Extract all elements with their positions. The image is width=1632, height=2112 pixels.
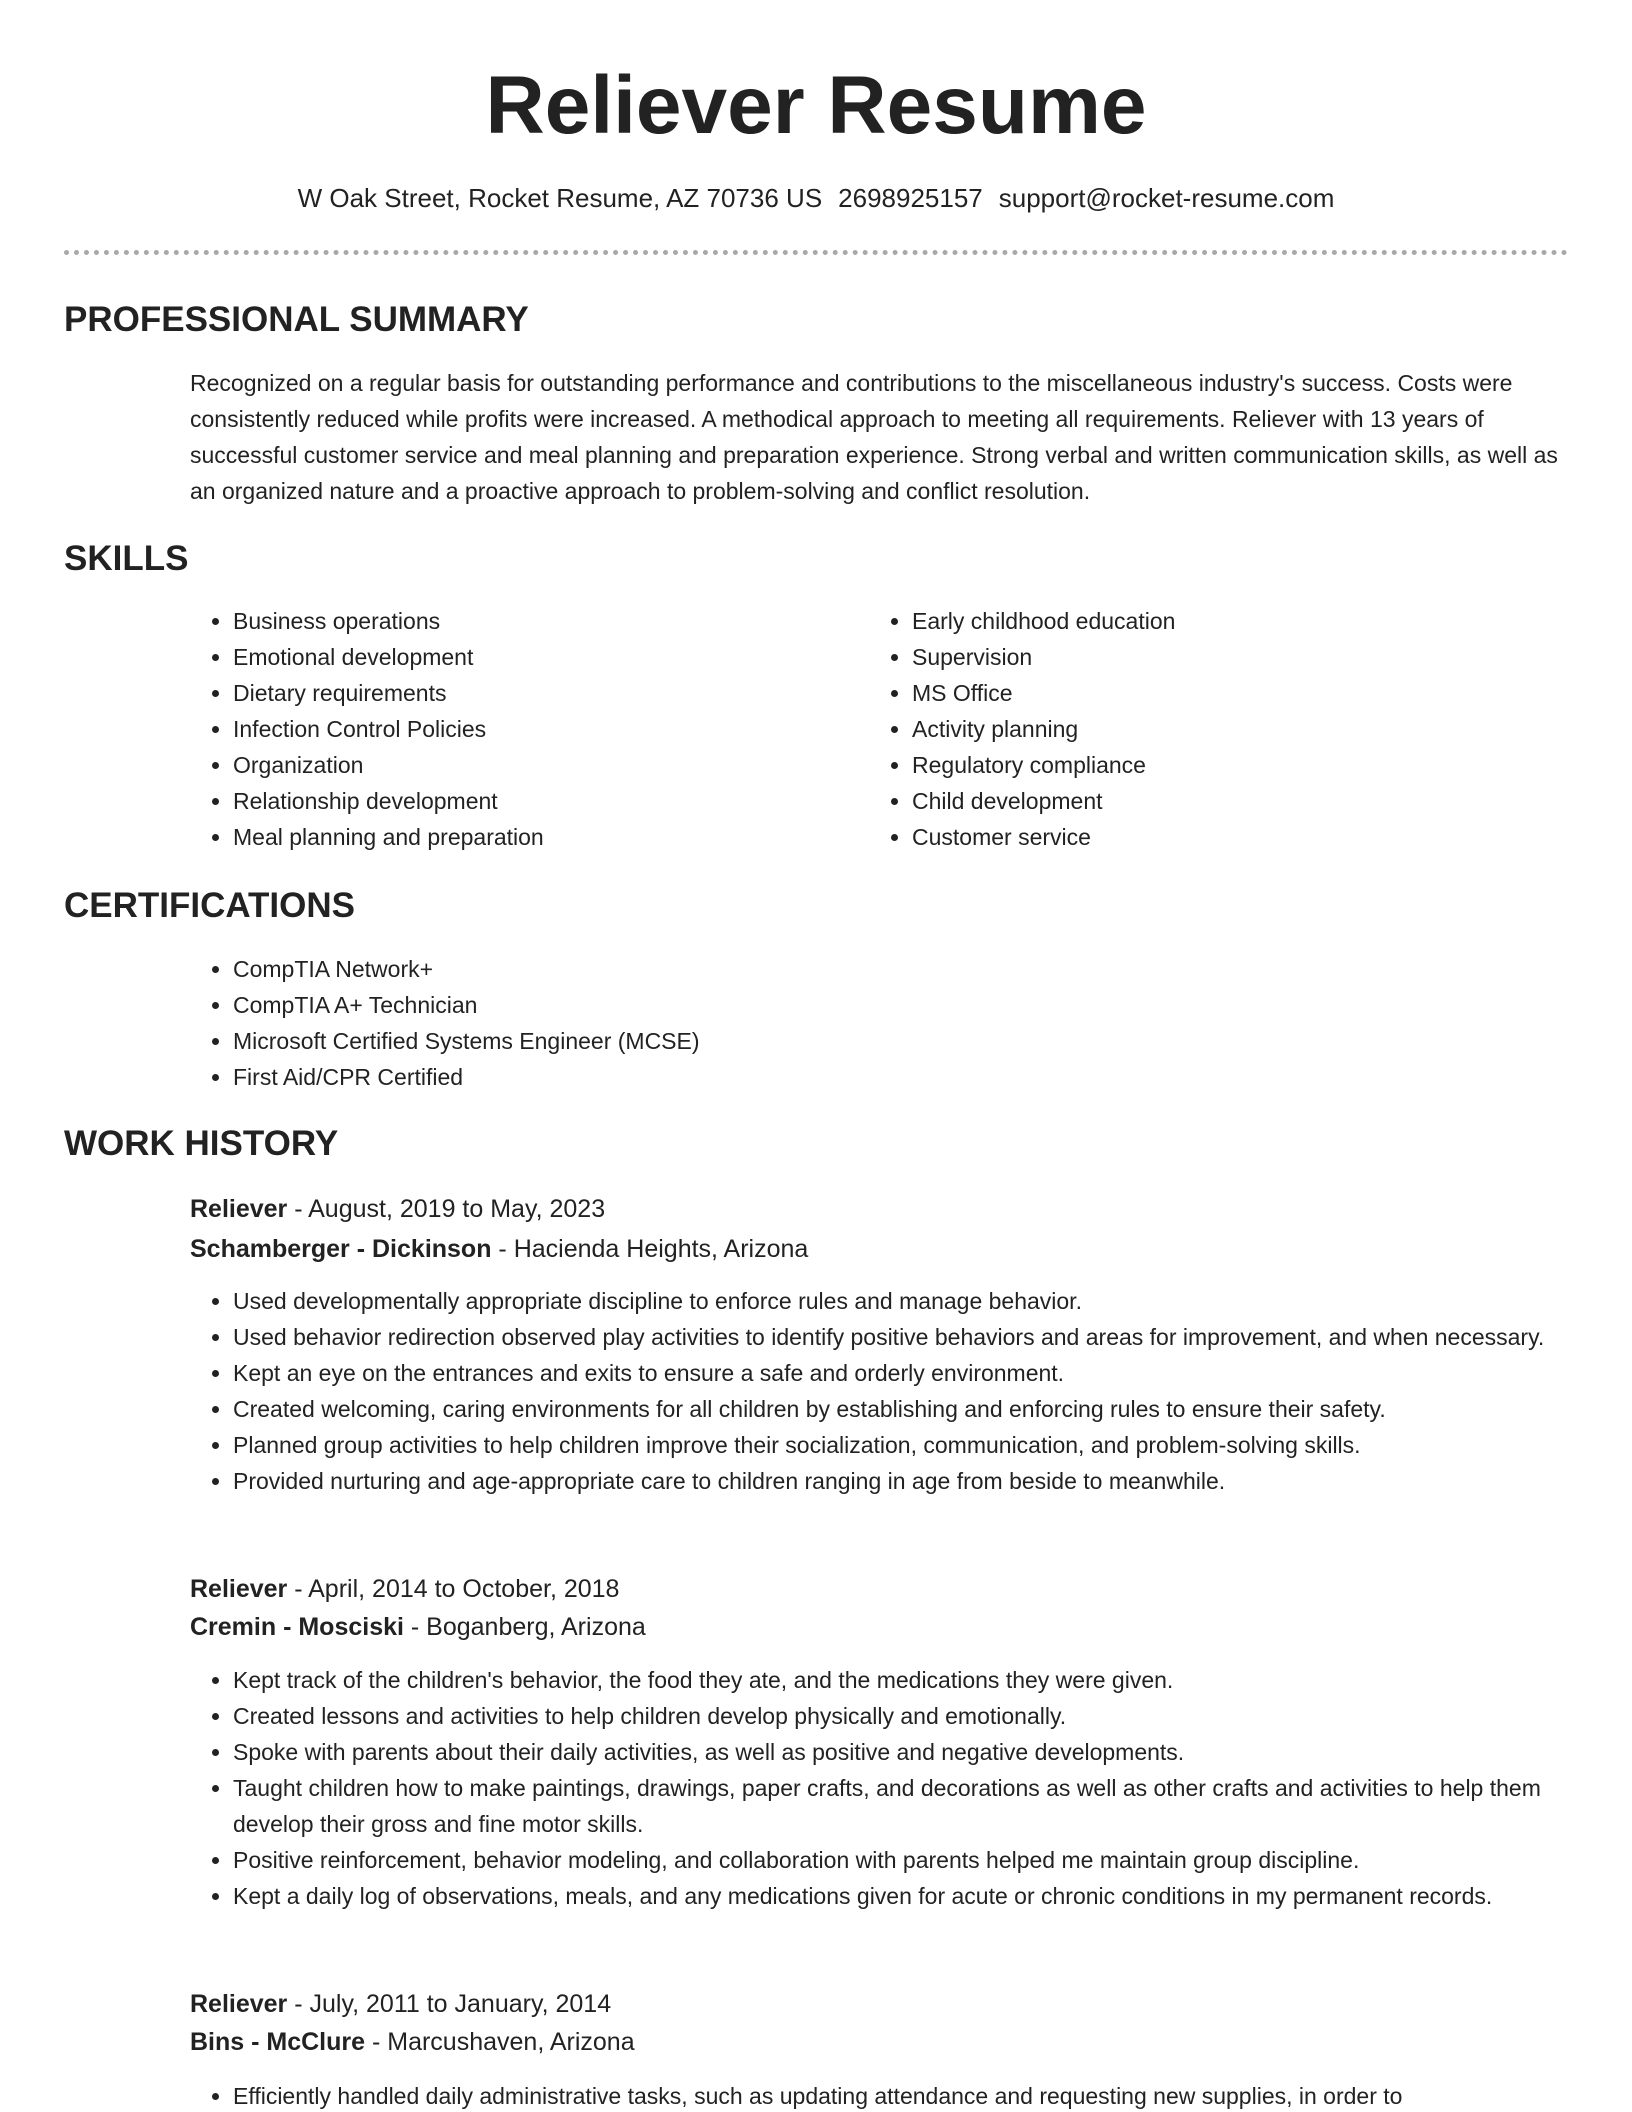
job-company: Cremin - Mosciski bbox=[190, 1613, 404, 1641]
list-item: • Supervision bbox=[912, 639, 1552, 675]
list-item: • Dietary requirements bbox=[233, 675, 853, 711]
job-location: - Marcushaven, Arizona bbox=[365, 2028, 635, 2056]
summary-text: Recognized on a regular basis for outstanding performance and contributions to the miscellaneous industry's success. Costs were consistently reduced while profits were increased. A methodical approach to meeting all requirements. Reliever with 13 years of successful customer service and meal planning and preparation experience. Strong verbal and written communication skills, as well as an organized nature and a proactive approach to problem-solving and conflict resolution. bbox=[190, 370, 1558, 504]
list-item: • Customer service bbox=[912, 819, 1552, 855]
list-item: • Kept track of the children's behavior, the food they ate, and the medications they were given. bbox=[233, 1662, 1613, 1698]
job-title-line bbox=[190, 1190, 605, 1228]
list-item: • Created welcoming, caring environments for all children by establishing and enforcing rules to ensure their safety. bbox=[233, 1391, 1613, 1427]
contact-line bbox=[0, 181, 1632, 215]
job-bullets bbox=[190, 2078, 1613, 2112]
job-bullets bbox=[190, 1283, 1613, 1499]
job-company: Bins - McClure bbox=[190, 2028, 366, 2056]
header-divider bbox=[64, 250, 1568, 255]
job-company-line bbox=[190, 2023, 635, 2061]
list-item: • Planned group activities to help children improve their socialization, communication, and problem-solving skills. bbox=[233, 1427, 1613, 1463]
section-title-skills: SKILLS bbox=[64, 539, 189, 578]
list-item: • Emotional development bbox=[233, 639, 853, 675]
list-item: • Positive reinforcement, behavior modeling, and collaboration with parents helped me maintain group discipline. bbox=[233, 1842, 1613, 1878]
skills-list-right bbox=[869, 603, 1552, 855]
job-bullets bbox=[190, 1662, 1613, 1914]
section-title-certifications: CERTIFICATIONS bbox=[64, 886, 356, 925]
list-item: • MS Office bbox=[912, 675, 1552, 711]
job-role: Reliever bbox=[190, 1990, 288, 2018]
job-company: Schamberger - Dickinson bbox=[190, 1235, 492, 1263]
list-item: • Activity planning bbox=[912, 711, 1552, 747]
list-item: • Child development bbox=[912, 783, 1552, 819]
job-dates: - April, 2014 to October, 2018 bbox=[287, 1575, 620, 1603]
job-company-line bbox=[190, 1608, 646, 1646]
list-item: • CompTIA A+ Technician bbox=[233, 987, 1533, 1023]
skills-list-left bbox=[190, 603, 853, 855]
job-location: - Hacienda Heights, Arizona bbox=[491, 1235, 809, 1263]
section-title-summary: PROFESSIONAL SUMMARY bbox=[64, 300, 529, 339]
list-item: • Relationship development bbox=[233, 783, 853, 819]
job-dates: - July, 2011 to January, 2014 bbox=[287, 1990, 612, 2018]
job-dates: - August, 2019 to May, 2023 bbox=[287, 1195, 606, 1223]
contact-email: support@rocket-resume.com bbox=[998, 183, 1335, 213]
list-item: • Kept a daily log of observations, meals, and any medications given for acute or chronic conditions in my permanent records. bbox=[233, 1878, 1613, 1914]
contact-phone: 2698925157 bbox=[838, 183, 983, 213]
section-title-work-history: WORK HISTORY bbox=[64, 1124, 339, 1163]
list-item: • Spoke with parents about their daily activities, as well as positive and negative developments. bbox=[233, 1734, 1613, 1770]
list-item: • Early childhood education bbox=[912, 603, 1552, 639]
list-item: • Provided nurturing and age-appropriate care to children ranging in age from beside to meanwhile. bbox=[233, 1463, 1613, 1499]
list-item: • Regulatory compliance bbox=[912, 747, 1552, 783]
list-item: • Used behavior redirection observed play activities to identify positive behaviors and areas for improvement, and when necessary. bbox=[233, 1319, 1613, 1355]
list-item: • First Aid/CPR Certified bbox=[233, 1059, 1533, 1095]
list-item: • Created lessons and activities to help children develop physically and emotionally. bbox=[233, 1698, 1613, 1734]
list-item: • Used developmentally appropriate discipline to enforce rules and manage behavior. bbox=[233, 1283, 1613, 1319]
list-item: • Business operations bbox=[233, 603, 853, 639]
job-role: Reliever bbox=[190, 1575, 288, 1603]
job-title-line bbox=[190, 1985, 611, 2023]
list-item: • Kept an eye on the entrances and exits to ensure a safe and orderly environment. bbox=[233, 1355, 1613, 1391]
list-item: • Efficiently handled daily administrative tasks, such as updating attendance and requesting new supplies, in order to bbox=[233, 2078, 1613, 2112]
contact-address: W Oak Street, Rocket Resume, AZ 70736 US bbox=[297, 183, 823, 213]
job-location: - Boganberg, Arizona bbox=[403, 1613, 646, 1641]
job-role: Reliever bbox=[190, 1195, 288, 1223]
resume-name: Reliever Resume bbox=[485, 60, 1147, 151]
list-item: • Infection Control Policies bbox=[233, 711, 853, 747]
job-company-line bbox=[190, 1230, 808, 1268]
certifications-list bbox=[190, 951, 1533, 1095]
list-item: • Meal planning and preparation bbox=[233, 819, 853, 855]
list-item: • Taught children how to make paintings, drawings, paper crafts, and decorations as well as other crafts and activities to help them develop their gross and fine motor skills. bbox=[233, 1770, 1613, 1842]
list-item: • CompTIA Network+ bbox=[233, 951, 1533, 987]
list-item: • Microsoft Certified Systems Engineer (MCSE) bbox=[233, 1023, 1533, 1059]
list-item: • Organization bbox=[233, 747, 853, 783]
job-title-line bbox=[190, 1570, 619, 1608]
